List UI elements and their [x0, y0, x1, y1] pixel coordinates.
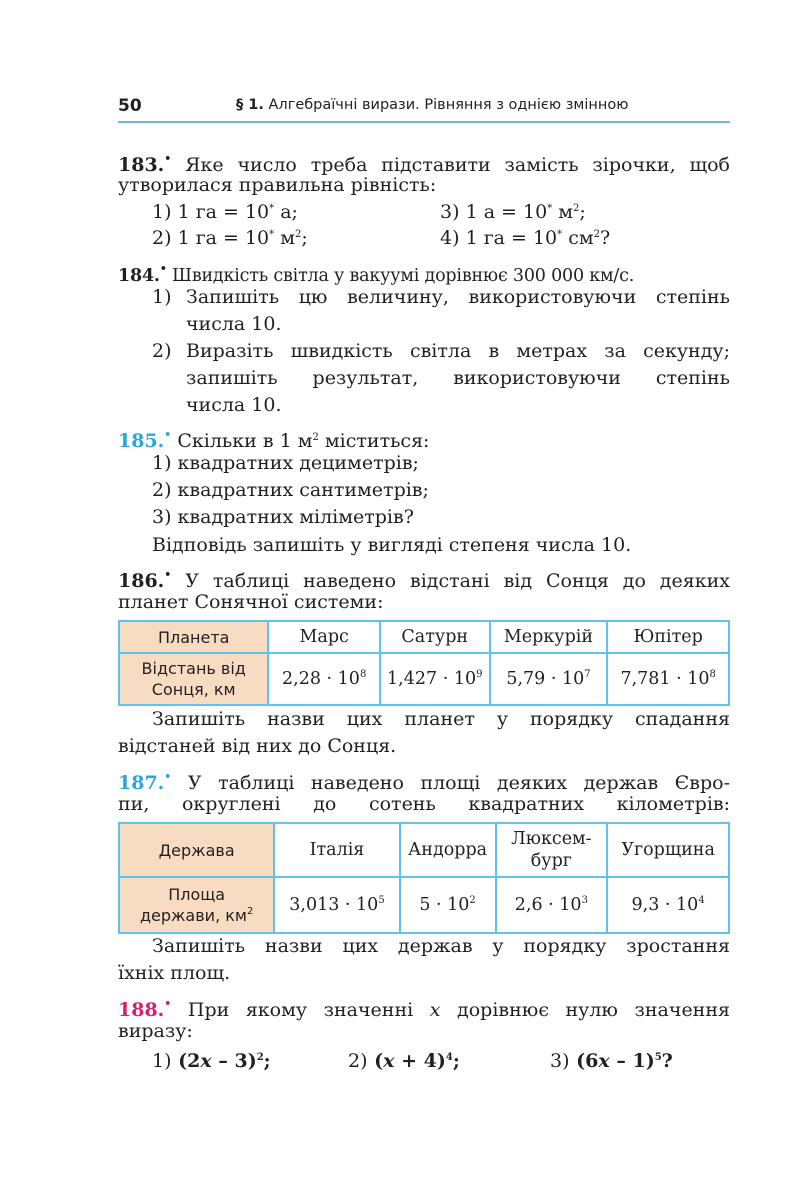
table-cell: Сатурн	[380, 621, 490, 653]
problem-188-item-2: 2) $(x + 4)^4$;	[348, 1050, 460, 1072]
running-header	[118, 92, 730, 122]
problem-number-188: 188.	[118, 999, 165, 1021]
problem-184-item-2-line-3: числа 10.	[186, 394, 282, 416]
section-title	[236, 97, 628, 113]
problem-188-text-2: виразу:	[118, 1020, 193, 1042]
table-cell: Італія	[274, 823, 399, 877]
problem-184-text: Швидкість світла у вакуумі дорівнює 300 000 км/с.	[172, 266, 635, 286]
problem-187-after-1: Запишіть назви цих держав у порядку зростання	[152, 935, 730, 957]
problem-number-183: 183.	[118, 154, 165, 176]
problem-185-item-3: 3) квадратних міліметрів?	[152, 506, 414, 528]
problem-186-after-1: Запишіть назви цих планет у порядку спадання	[152, 708, 730, 730]
table-header-cell: Планета	[119, 621, 268, 653]
table-cell: Меркурій	[490, 621, 608, 653]
header-rule	[118, 121, 730, 123]
problem-183-item-1: 1) 1 га = 10* а;	[152, 201, 298, 223]
problem-187-after-2: їхніх площ.	[118, 962, 231, 984]
table-header-cell: Держава	[119, 823, 274, 877]
country-name-luxembourg: Люксем- бург	[511, 829, 592, 871]
problem-183-text-2: утворилася правильна рівність:	[118, 174, 437, 196]
problem-185-line-1: 185.• Скільки в 1 $м^2$ міститься:	[118, 428, 430, 452]
problem-184-item-2-line-2: запишіть результат, використовуючи степінь	[186, 367, 730, 389]
problem-number-187: 187.	[118, 772, 165, 794]
problem-184-item-1-line-2: числа 10.	[186, 313, 282, 335]
problem-188-item-1: 1) (2x – 3)$^2$;	[152, 1050, 271, 1072]
problem-188-line-1: 188.• При якому значенні x дорівнює нулю значення	[118, 997, 730, 1021]
table-cell: Угорщина	[607, 823, 729, 877]
problem-number-186: 186.	[118, 570, 165, 592]
problem-187-text-2: пи, округлені до сотень квадратних кілометрів:	[118, 793, 730, 815]
table-cell: $9,3 \cdot 10^4$	[607, 877, 729, 933]
table-cell: Юпітер	[607, 621, 729, 653]
problem-183-item-3: 3) 1 а = 10* $м^2$;	[440, 201, 586, 223]
table-row	[119, 653, 729, 705]
problem-185-answer: Відповідь запишіть у вигляді степеня числа 10.	[152, 534, 632, 556]
table-cell: $2,28 \cdot 10^8$	[268, 653, 380, 705]
planet-distance-table	[118, 620, 730, 706]
table-cell: $5,79 \cdot 10^7$	[490, 653, 608, 705]
problem-184-item-2-num: 2)	[152, 340, 172, 362]
table-row	[119, 621, 729, 653]
problem-184-item-1-num: 1)	[152, 286, 172, 308]
table-cell: $7,781 \cdot 10^8$	[607, 653, 729, 705]
table-row	[119, 877, 729, 933]
problem-187-line-1: 187.• У таблиці наведено площі деяких держав Євро-	[118, 770, 730, 794]
problem-183-text-1: Яке число треба підставити замість зірочки, щоб	[185, 154, 731, 176]
problem-188-item-3: 3) (6x – 1)$^5$?	[550, 1050, 673, 1072]
table-cell: $3,013 \cdot 10^5$	[274, 877, 399, 933]
section-mark: § 1.	[236, 97, 264, 113]
problem-183-item-2: 2) 1 га = 10* $м^2$;	[152, 227, 308, 249]
problem-185-item-2: 2) квадратних сантиметрів;	[152, 479, 429, 501]
problem-186-after-2: відстаней від них до Сонця.	[118, 735, 397, 757]
problem-186-text-2: планет Сонячної системи:	[118, 591, 384, 613]
table-cell: Марс	[268, 621, 380, 653]
section-title-text: Алгебраїчні вирази. Рівняння з однією змінною	[268, 97, 629, 113]
problem-184-item-2-line-1: Виразіть швидкість світла в метрах за секунду;	[186, 340, 730, 362]
page-number: 50	[118, 96, 142, 116]
table-cell	[496, 823, 608, 877]
problem-185-item-1: 1) квадратних дециметрів;	[152, 452, 419, 474]
problem-number-184: 184.	[118, 266, 160, 286]
problem-183-item-4: 4) 1 га = 10* $см^2$?	[440, 227, 611, 249]
problem-184-line-1: 184.• Швидкість світла у вакуумі дорівнює 300 000 км/с.	[118, 262, 635, 286]
table-row	[119, 823, 729, 877]
problem-186-line-1: 186.• У таблиці наведено відстані від Сонця до деяких	[118, 568, 730, 592]
problem-183-line-1: 183.• Яке число треба підставити замість зірочки, щоб	[118, 152, 731, 176]
table-cell: $2,6 \cdot 10^3$	[496, 877, 608, 933]
table-header-cell: Відстань від Сонця, км	[119, 653, 268, 705]
problem-184-item-1-line-1: Запишіть цю величину, використовуючи степінь	[186, 286, 730, 308]
problem-number-185: 185.	[118, 430, 165, 452]
country-area-table	[118, 822, 730, 934]
table-cell: $5 \cdot 10^2$	[400, 877, 496, 933]
table-cell: Андорра	[400, 823, 496, 877]
table-header-cell: Площа держави, $км^2$	[119, 877, 274, 933]
table-cell: $1,427 \cdot 10^9$	[380, 653, 490, 705]
